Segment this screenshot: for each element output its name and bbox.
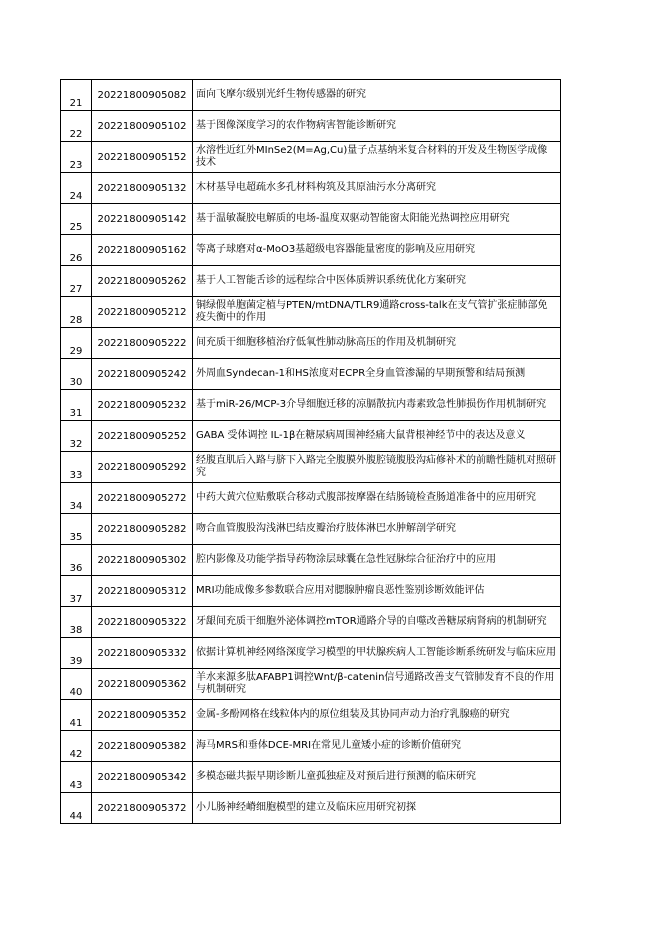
project-title-cell[interactable] <box>193 700 561 731</box>
row-index: 24 <box>69 191 83 202</box>
project-code: 20221800905152 <box>97 151 187 163</box>
table-row <box>61 204 561 235</box>
row-index-cell[interactable] <box>61 266 92 297</box>
project-code-cell[interactable] <box>92 700 193 731</box>
row-index: 36 <box>69 563 83 574</box>
project-code: 20221800905082 <box>97 89 187 101</box>
project-code: 20221800905252 <box>97 430 187 442</box>
project-title-cell[interactable] <box>193 607 561 638</box>
project-title: 等离子球磨对α-MoO3基超级电容器能量密度的影响及应用研究 <box>196 244 476 255</box>
row-index: 38 <box>69 625 83 636</box>
row-index-cell[interactable] <box>61 793 92 824</box>
project-code: 20221800905302 <box>97 554 187 566</box>
project-title: 金属-多酚网格在线粒体内的原位组装及其协同声动力治疗乳腺癌的研究 <box>196 709 510 720</box>
table-row <box>61 359 561 390</box>
row-index: 41 <box>69 718 83 729</box>
project-code: 20221800905342 <box>97 771 187 783</box>
row-index: 21 <box>69 98 83 109</box>
project-title-cell[interactable] <box>193 142 561 173</box>
table-row <box>61 421 561 452</box>
table-row <box>61 235 561 266</box>
project-code-cell[interactable] <box>92 266 193 297</box>
project-title: 小儿肠神经嵴细胞模型的建立及临床应用研究初探 <box>196 802 416 813</box>
project-title: 面向飞摩尔级别光纤生物传感器的研究 <box>196 89 366 100</box>
project-title-cell[interactable] <box>193 576 561 607</box>
project-code-cell[interactable] <box>92 669 193 700</box>
project-code-cell[interactable] <box>92 793 193 824</box>
project-title-cell[interactable] <box>193 235 561 266</box>
row-index: 32 <box>69 439 83 450</box>
project-title-cell[interactable] <box>193 793 561 824</box>
project-title: 中药大黄穴位贴敷联合移动式腹部按摩器在结肠镜检查肠道准备中的应用研究 <box>196 492 536 503</box>
project-title: 基于miR-26/MCP-3介导细胞迁移的凉膈散抗内毒素致急性肺损伤作用机制研究 <box>196 399 547 410</box>
project-title: 木材基导电超疏水多孔材料构筑及其原油污水分离研究 <box>196 182 436 193</box>
project-code-cell[interactable] <box>92 731 193 762</box>
table-row <box>61 173 561 204</box>
row-index-cell[interactable] <box>61 700 92 731</box>
project-title-cell[interactable] <box>193 669 561 700</box>
project-code-cell[interactable] <box>92 173 193 204</box>
project-code: 20221800905352 <box>97 709 187 721</box>
project-title: 铜绿假单胞菌定植与PTEN/mtDNA/TLR9通路cross-talk在支气管扩张症肺部免疫失衡中的作用 <box>196 300 548 323</box>
project-code-cell[interactable] <box>92 607 193 638</box>
row-index-cell[interactable] <box>61 235 92 266</box>
project-code-cell[interactable] <box>92 142 193 173</box>
project-title: 间充质干细胞移植治疗低氧性肺动脉高压的作用及机制研究 <box>196 337 456 348</box>
table-body <box>61 80 561 824</box>
project-code: 20221800905222 <box>97 337 187 349</box>
project-title-cell[interactable] <box>193 111 561 142</box>
table-row <box>61 793 561 824</box>
project-title-cell[interactable] <box>193 421 561 452</box>
row-index: 25 <box>69 222 83 233</box>
project-title-cell[interactable] <box>193 390 561 421</box>
row-index-cell[interactable] <box>61 545 92 576</box>
table-row <box>61 452 561 483</box>
project-code: 20221800905372 <box>97 802 187 814</box>
row-index: 23 <box>69 160 83 171</box>
row-index: 34 <box>69 501 83 512</box>
project-code-cell[interactable] <box>92 328 193 359</box>
row-index-cell[interactable] <box>61 607 92 638</box>
spreadsheet-table <box>60 79 556 824</box>
row-index: 40 <box>69 687 83 698</box>
project-code: 20221800905282 <box>97 523 187 535</box>
project-title-cell[interactable] <box>193 514 561 545</box>
project-code: 20221800905162 <box>97 244 187 256</box>
row-index-cell[interactable] <box>61 297 92 328</box>
project-title-cell[interactable] <box>193 762 561 793</box>
table-row <box>61 638 561 669</box>
row-index: 27 <box>69 284 83 295</box>
row-index: 31 <box>69 408 83 419</box>
table-row <box>61 111 561 142</box>
row-index-cell[interactable] <box>61 111 92 142</box>
project-code: 20221800905382 <box>97 740 187 752</box>
row-index-cell[interactable] <box>61 514 92 545</box>
project-code-cell[interactable] <box>92 576 193 607</box>
row-index: 39 <box>69 656 83 667</box>
project-title-cell[interactable] <box>193 545 561 576</box>
row-index-cell[interactable] <box>61 731 92 762</box>
table-row <box>61 266 561 297</box>
row-index-cell[interactable] <box>61 576 92 607</box>
project-title: 吻合血管腹股沟浅淋巴结皮瓣治疗肢体淋巴水肿解剖学研究 <box>196 523 456 534</box>
table-row <box>61 514 561 545</box>
row-index-cell[interactable] <box>61 452 92 483</box>
project-title: 依据计算机神经网络深度学习模型的甲状腺疾病人工智能诊断系统研发与临床应用 <box>196 647 556 658</box>
row-index-cell[interactable] <box>61 421 92 452</box>
table-row <box>61 390 561 421</box>
project-title-cell[interactable] <box>193 328 561 359</box>
row-index-cell[interactable] <box>61 204 92 235</box>
project-code: 20221800905232 <box>97 399 187 411</box>
row-index: 33 <box>69 470 83 481</box>
project-code-cell[interactable] <box>92 638 193 669</box>
project-code-cell[interactable] <box>92 390 193 421</box>
row-index-cell[interactable] <box>61 359 92 390</box>
table-row <box>61 142 561 173</box>
project-title: 海马MRS和垂体DCE-MRI在常见儿童矮小症的诊断价值研究 <box>196 740 462 751</box>
project-title: 经腹直肌后入路与脐下入路完全腹膜外腹腔镜腹股沟疝修补术的前瞻性随机对照研究 <box>196 455 556 478</box>
row-index: 30 <box>69 377 83 388</box>
project-title-cell[interactable] <box>193 638 561 669</box>
row-index: 28 <box>69 315 83 326</box>
row-index: 43 <box>69 780 83 791</box>
project-title-cell[interactable] <box>193 204 561 235</box>
row-index-cell[interactable] <box>61 390 92 421</box>
project-code: 20221800905322 <box>97 616 187 628</box>
project-code-cell[interactable] <box>92 359 193 390</box>
table-row <box>61 762 561 793</box>
project-code: 20221800905142 <box>97 213 187 225</box>
project-title: 基于图像深度学习的农作物病害智能诊断研究 <box>196 120 396 131</box>
table-row <box>61 700 561 731</box>
project-title: 基于人工智能舌诊的远程综合中医体质辨识系统优化方案研究 <box>196 275 466 286</box>
project-code: 20221800905262 <box>97 275 187 287</box>
row-index-cell[interactable] <box>61 173 92 204</box>
row-index: 26 <box>69 253 83 264</box>
row-index: 42 <box>69 749 83 760</box>
project-code: 20221800905292 <box>97 461 187 473</box>
project-code: 20221800905212 <box>97 306 187 318</box>
row-index-cell[interactable] <box>61 638 92 669</box>
row-index: 29 <box>69 346 83 357</box>
project-code: 20221800905272 <box>97 492 187 504</box>
project-title: 牙龈间充质干细胞外泌体调控mTOR通路介导的自噬改善糖尿病肾病的机制研究 <box>196 616 547 627</box>
project-code-cell[interactable] <box>92 452 193 483</box>
table-row <box>61 607 561 638</box>
project-code: 20221800905132 <box>97 182 187 194</box>
row-index-cell[interactable] <box>61 328 92 359</box>
table-row <box>61 80 561 111</box>
project-title-cell[interactable] <box>193 297 561 328</box>
table-row <box>61 545 561 576</box>
row-index-cell[interactable] <box>61 669 92 700</box>
project-code-cell[interactable] <box>92 762 193 793</box>
table-row <box>61 669 561 700</box>
table-row <box>61 731 561 762</box>
project-title: 腔内影像及功能学指导药物涂层球囊在急性冠脉综合征治疗中的应用 <box>196 554 496 565</box>
project-code: 20221800905332 <box>97 647 187 659</box>
table-row <box>61 328 561 359</box>
project-title-cell[interactable] <box>193 452 561 483</box>
project-code: 20221800905242 <box>97 368 187 380</box>
project-title: 羊水来源多肽AFABP1调控Wnt/β-catenin信号通路改善支气管肺发育不良的作用与机制研究 <box>196 672 555 695</box>
project-title-cell[interactable] <box>193 173 561 204</box>
project-title-cell[interactable] <box>193 359 561 390</box>
row-index-cell[interactable] <box>61 483 92 514</box>
project-title-cell[interactable] <box>193 731 561 762</box>
row-index-cell[interactable] <box>61 142 92 173</box>
project-code: 20221800905102 <box>97 120 187 132</box>
row-index-cell[interactable] <box>61 80 92 111</box>
project-title: 多模态磁共振早期诊断儿童孤独症及对预后进行预测的临床研究 <box>196 771 476 782</box>
project-title-cell[interactable] <box>193 80 561 111</box>
project-code-cell[interactable] <box>92 483 193 514</box>
row-index: 44 <box>69 811 83 822</box>
project-code: 20221800905362 <box>97 678 187 690</box>
row-index: 22 <box>69 129 83 140</box>
project-title-cell[interactable] <box>193 266 561 297</box>
project-code-cell[interactable] <box>92 235 193 266</box>
project-title: MRI功能成像多参数联合应用对腮腺肿瘤良恶性鉴别诊断效能评估 <box>196 585 485 596</box>
project-code-cell[interactable] <box>92 297 193 328</box>
project-title-cell[interactable] <box>193 483 561 514</box>
row-index: 35 <box>69 532 83 543</box>
row-index: 37 <box>69 594 83 605</box>
project-code-cell[interactable] <box>92 514 193 545</box>
project-title: 基于温敏凝胶电解质的电场-温度双驱动智能窗太阳能光热调控应用研究 <box>196 213 510 224</box>
project-title: 水溶性近红外MInSe2(M=Ag,Cu)量子点基纳米复合材料的开发及生物医学成像技术 <box>196 145 548 168</box>
project-code-cell[interactable] <box>92 545 193 576</box>
project-title: 外周血Syndecan-1和HS浓度对ECPR全身血管渗漏的早期预警和结局预测 <box>196 368 526 379</box>
project-list-table <box>60 79 561 824</box>
table-row <box>61 483 561 514</box>
project-code-cell[interactable] <box>92 111 193 142</box>
table-row <box>61 297 561 328</box>
project-code: 20221800905312 <box>97 585 187 597</box>
project-code-cell[interactable] <box>92 80 193 111</box>
project-title: GABA 受体调控 IL-1β在糖尿病周围神经痛大鼠背根神经节中的表达及意义 <box>196 430 526 441</box>
row-index-cell[interactable] <box>61 762 92 793</box>
project-code-cell[interactable] <box>92 421 193 452</box>
project-code-cell[interactable] <box>92 204 193 235</box>
table-row <box>61 576 561 607</box>
